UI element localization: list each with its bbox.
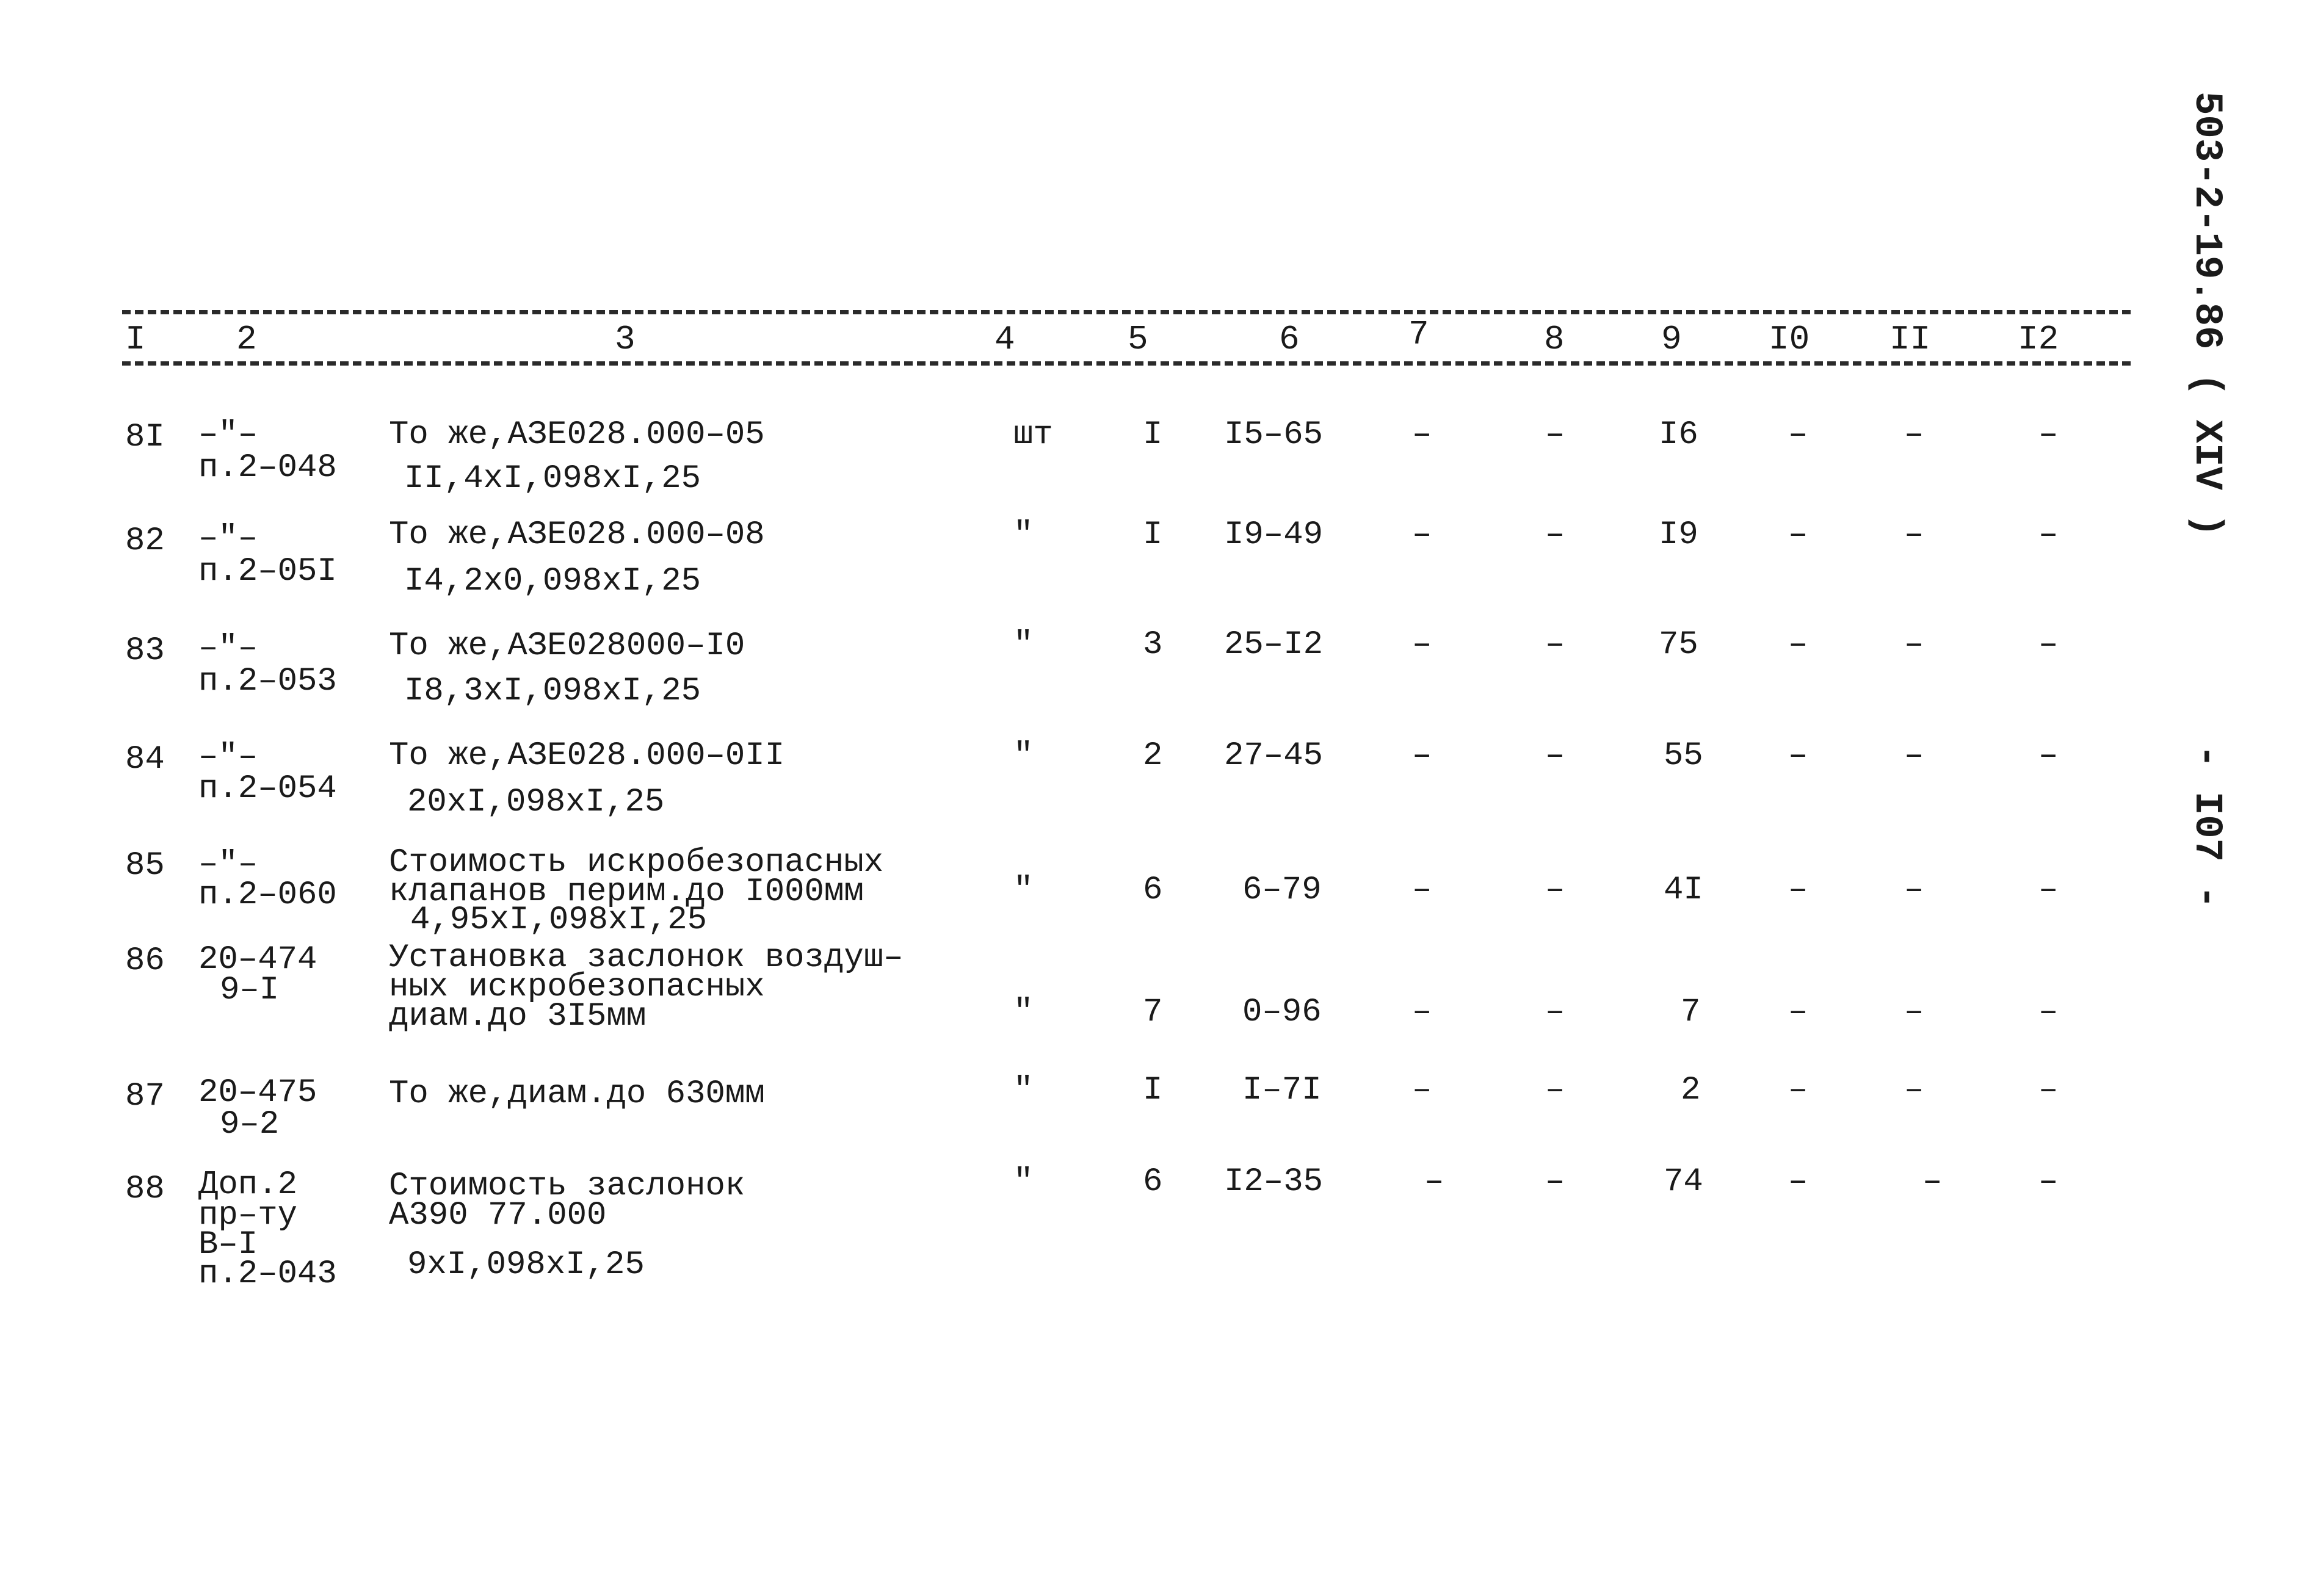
row-unit: " <box>1013 1072 1034 1109</box>
row-unit: " <box>1013 1163 1034 1201</box>
row-unit: " <box>1013 872 1034 909</box>
column-header-7: 7 <box>1408 315 1429 354</box>
row-col11: – <box>1904 872 1924 909</box>
row-col11: – <box>1904 737 1924 775</box>
row-ref-line: –"– <box>198 846 258 883</box>
column-header-8: 8 <box>1544 320 1565 359</box>
row-unit: шт <box>1013 416 1053 453</box>
row-col11: – <box>1904 416 1924 453</box>
row-col9: 4I <box>1664 872 1703 909</box>
row-number: 85 <box>125 847 165 884</box>
row-qty: 3 <box>1143 626 1163 663</box>
row-ref-line: 20–475 <box>198 1074 317 1111</box>
column-header-4: 4 <box>994 320 1015 359</box>
row-unit: " <box>1013 626 1034 663</box>
row-price: 6–79 <box>1242 872 1322 909</box>
column-header-6: 6 <box>1279 320 1300 359</box>
row-desc-line: клапанов перим.до I000мм <box>389 873 864 911</box>
row-desc-line: То же,диам.до 630мм <box>389 1075 765 1113</box>
row-col8: – <box>1545 737 1565 775</box>
row-ref-line: Доп.2 <box>198 1166 298 1204</box>
row-price: I2–35 <box>1224 1163 1324 1201</box>
row-qty: 6 <box>1143 1163 1163 1201</box>
row-price: 0–96 <box>1242 994 1322 1031</box>
row-desc-line: А390 77.000 <box>389 1197 607 1234</box>
row-col7: – <box>1412 872 1432 909</box>
row-desc-line: То же,АЗЕ028.000–05 <box>389 416 765 453</box>
row-ref-line: п.2–053 <box>198 663 337 700</box>
row-ref-line: 20–474 <box>198 941 317 978</box>
row-col7: – <box>1412 516 1432 554</box>
row-unit: " <box>1013 737 1034 775</box>
row-col10: – <box>1788 872 1808 909</box>
column-header-3: 3 <box>615 320 636 359</box>
page-number: - I07 - <box>2184 745 2228 909</box>
row-desc-line: Стоимость заслонок <box>389 1168 745 1205</box>
row-col7: – <box>1424 1163 1444 1201</box>
row-col8: – <box>1545 626 1565 663</box>
row-qty: 2 <box>1143 737 1163 775</box>
header-top-rule <box>122 310 2131 314</box>
row-col12: – <box>2038 737 2059 775</box>
row-ref-line: –"– <box>198 738 258 776</box>
row-col9: 2 <box>1681 1072 1701 1109</box>
row-ref-line: –"– <box>198 520 258 557</box>
row-desc-line: ных искробезопасных <box>389 969 765 1006</box>
row-ref-line: 9–2 <box>220 1106 280 1143</box>
column-header-2: 2 <box>236 320 257 359</box>
row-col9: 7 <box>1681 994 1701 1031</box>
row-col10: – <box>1788 516 1808 554</box>
row-number: 87 <box>125 1078 165 1115</box>
row-qty: I <box>1143 416 1163 453</box>
row-col12: – <box>2038 626 2059 663</box>
row-col9: 74 <box>1664 1163 1703 1201</box>
row-desc-line: I8,3хI,098хI,25 <box>404 673 701 710</box>
row-qty: 7 <box>1143 994 1163 1031</box>
row-desc-line: I4,2х0,098хI,25 <box>404 563 701 600</box>
column-header-12: I2 <box>2018 320 2059 359</box>
row-col7: – <box>1412 994 1432 1031</box>
document-code: 503-2-19.86 ( XIV ) <box>2184 92 2228 537</box>
row-desc-line: II,4хI,098хI,25 <box>404 460 701 497</box>
column-header-9: 9 <box>1661 320 1682 359</box>
row-col10: – <box>1788 416 1808 453</box>
row-desc-line: 4,95хI,098хI,25 <box>410 901 708 939</box>
row-col9: 75 <box>1659 626 1698 663</box>
row-number: 83 <box>125 632 165 670</box>
row-col11: – <box>1904 626 1924 663</box>
row-col11: – <box>1922 1163 1943 1201</box>
row-col9: I9 <box>1659 516 1698 554</box>
row-desc-line: Стоимость искробезопасных <box>389 844 884 881</box>
row-qty: 6 <box>1143 872 1163 909</box>
row-col10: – <box>1788 1163 1808 1201</box>
row-ref-line: –"– <box>198 630 258 667</box>
row-ref-line: пр–ту <box>198 1197 298 1234</box>
row-col11: – <box>1904 994 1924 1031</box>
row-ref-line: п.2–05I <box>198 553 337 590</box>
row-col12: – <box>2038 1072 2059 1109</box>
row-ref-line: п.2–060 <box>198 876 337 914</box>
row-number: 88 <box>125 1171 165 1208</box>
row-number: 82 <box>125 522 165 560</box>
row-price: 27–45 <box>1224 737 1324 775</box>
row-qty: I <box>1143 516 1163 554</box>
row-col12: – <box>2038 872 2059 909</box>
row-col7: – <box>1412 416 1432 453</box>
row-col7: – <box>1412 1072 1432 1109</box>
row-qty: I <box>1143 1072 1163 1109</box>
row-col10: – <box>1788 626 1808 663</box>
row-col10: – <box>1788 737 1808 775</box>
row-price: 25–I2 <box>1224 626 1324 663</box>
row-col8: – <box>1545 516 1565 554</box>
row-number: 84 <box>125 741 165 778</box>
row-col8: – <box>1545 872 1565 909</box>
row-col8: – <box>1545 1163 1565 1201</box>
row-ref-line: –"– <box>198 416 258 453</box>
row-number: 86 <box>125 942 165 980</box>
row-ref-line: п.2–048 <box>198 449 337 486</box>
column-header-10: I0 <box>1769 320 1810 359</box>
row-desc-line: диам.до 3I5мм <box>389 998 647 1035</box>
row-col7: – <box>1412 737 1432 775</box>
row-desc-line: Установка заслонок воздуш– <box>389 939 904 977</box>
row-col12: – <box>2038 1163 2059 1201</box>
row-ref-line: 9–I <box>220 972 280 1009</box>
row-ref-line: В–I <box>198 1226 258 1263</box>
row-col10: – <box>1788 994 1808 1031</box>
row-desc-line: 20хI,098хI,25 <box>407 784 665 821</box>
header-bottom-rule <box>122 361 2131 366</box>
row-price: I–7I <box>1242 1072 1322 1109</box>
row-col12: – <box>2038 416 2059 453</box>
row-number: 8I <box>125 419 165 456</box>
row-col12: – <box>2038 994 2059 1031</box>
row-desc-line: То же,АЗЕ028.000–08 <box>389 516 765 554</box>
row-price: I5–65 <box>1224 416 1324 453</box>
row-price: I9–49 <box>1224 516 1324 554</box>
row-unit: " <box>1013 516 1034 554</box>
row-col8: – <box>1545 416 1565 453</box>
row-col9: 55 <box>1664 737 1703 775</box>
row-ref-line: п.2–043 <box>198 1255 337 1293</box>
row-desc-line: 9хI,098хI,25 <box>407 1246 645 1284</box>
row-col8: – <box>1545 994 1565 1031</box>
row-col9: I6 <box>1659 416 1698 453</box>
row-col10: – <box>1788 1072 1808 1109</box>
row-col7: – <box>1412 626 1432 663</box>
row-col8: – <box>1545 1072 1565 1109</box>
row-col12: – <box>2038 516 2059 554</box>
row-ref-line: п.2–054 <box>198 770 337 807</box>
column-header-11: II <box>1889 320 1931 359</box>
row-unit: " <box>1013 994 1034 1031</box>
column-header-5: 5 <box>1128 320 1148 359</box>
row-col11: – <box>1904 1072 1924 1109</box>
column-header-1: I <box>125 320 146 359</box>
row-col11: – <box>1904 516 1924 554</box>
row-desc-line: То же,АЗЕ028000–I0 <box>389 627 745 665</box>
row-desc-line: То же,АЗЕ028.000–0II <box>389 737 785 775</box>
